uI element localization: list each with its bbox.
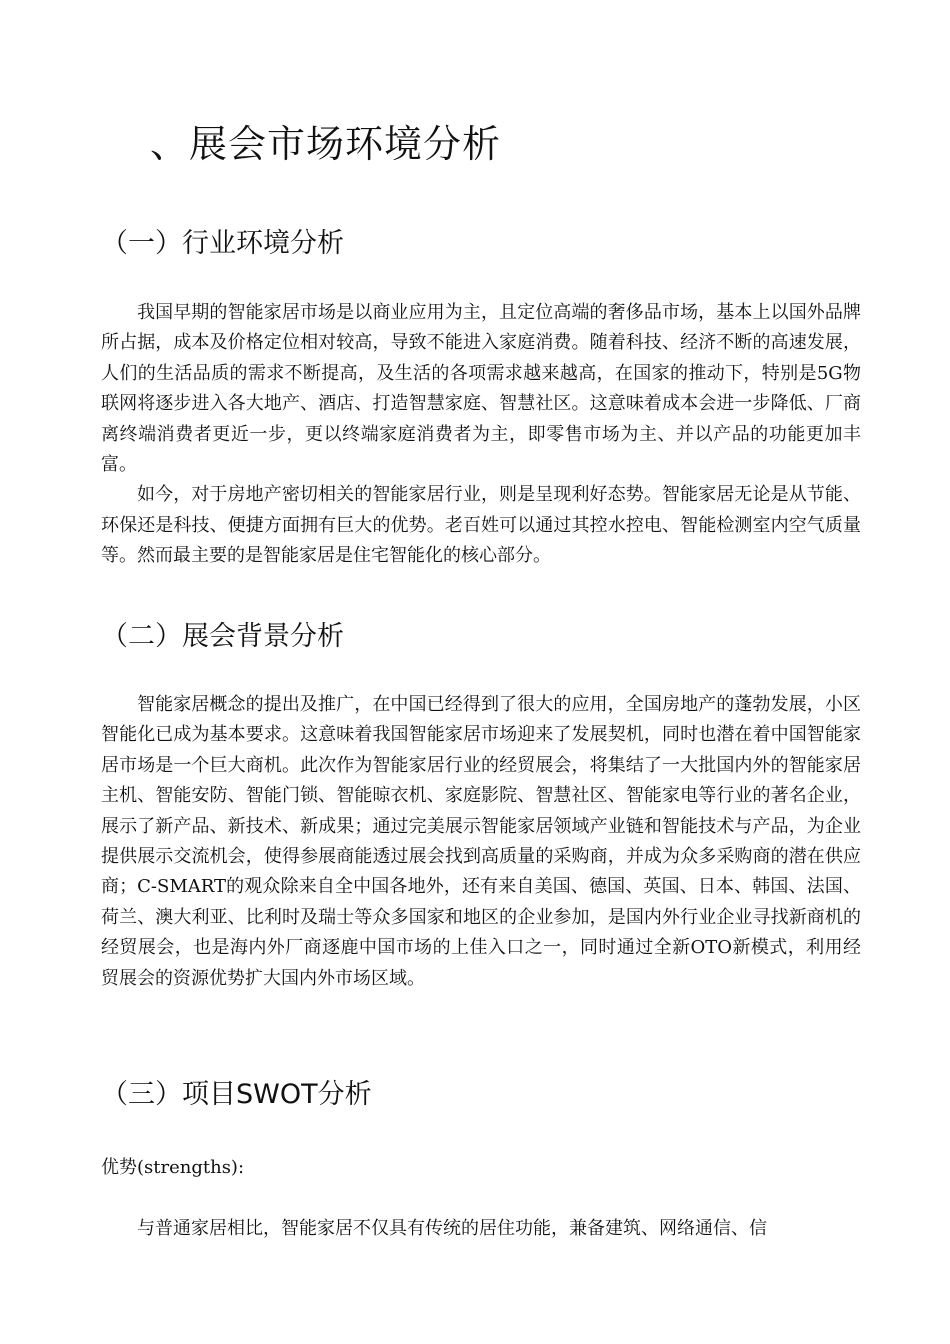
paragraph: 与普通家居相比，智能家居不仅具有传统的居住功能，兼备建筑、网络通信、信	[137, 1218, 767, 1239]
paragraph: 智能家居概念的提出及推广，在中国已经得到了很大的应用，全国房地产的蓬勃发展，小区智能化已成为基本要求。这意味着我国智能家居市场迎来了发展契机，同时也潜在着中国智能家居市场是一个巨大商机。此次作为智能家居行业的经贸展会，将集结了一大批国内外的智能家居主机、智能安防、智能门锁、智能晾衣机、家庭影院、智慧社区、智能家电等行业的著名企业，展示了新产品、新技术、新成果；通过完美展示智能家居领域产业链和智能技术与产品，为企业提供展示交流机会，使得参展商能透过展会找到高质量的采购商，并成为众多采购商的潜在供应商；C-SMART的观众除来自全中国各地外，还有来自美国、德国、英国、日本、韩国、法国、荷兰、澳大利亚、比利时及瑞士等众多国家和地区的企业参加，是国内外行业企业寻找新商机的经贸展会，也是海内外厂商逐鹿中国市场的上佳入口之一，同时通过全新OTO新模式，利用经贸展会的资源优势扩大国内外市场区域。	[101, 694, 861, 989]
paragraph: 我国早期的智能家居市场是以商业应用为主，且定位高端的奢侈品市场，基本上以国外品牌所占据，成本及价格定位相对较高，导致不能进入家庭消费。随着科技、经济不断的高速发展，人们的生活品质的需求不断提高，及生活的各项需求越来越高，在国家的推动下，特别是5G物联网将逐步进入各大地产、酒店、打造智慧家庭、智慧社区。这意味着成本会进一步降低、厂商离终端消费者更近一步，更以终端家庭消费者为主，即零售市场为主、并以产品的功能更加丰富。	[101, 302, 861, 476]
section-heading-industry: （一）行业环境分析	[101, 228, 344, 259]
paragraph: 如今，对于房地产密切相关的智能家居行业，则是呈现利好态势。智能家居无论是从节能、环保还是科技、便捷方面拥有巨大的优势。老百姓可以通过其控水控电、智能检测室内空气质量等。然而最主要的是智能家居是住宅智能化的核心部分。	[101, 484, 861, 567]
section-background-body	[101, 690, 861, 994]
page-title: 、展会市场环境分析	[150, 122, 502, 166]
section-heading-swot: （三）项目SWOT分析	[101, 1079, 372, 1110]
strengths-label: 优势(strengths):	[101, 1157, 245, 1178]
section-heading-background: （二）展会背景分析	[101, 621, 344, 652]
section-industry-body	[101, 298, 861, 572]
